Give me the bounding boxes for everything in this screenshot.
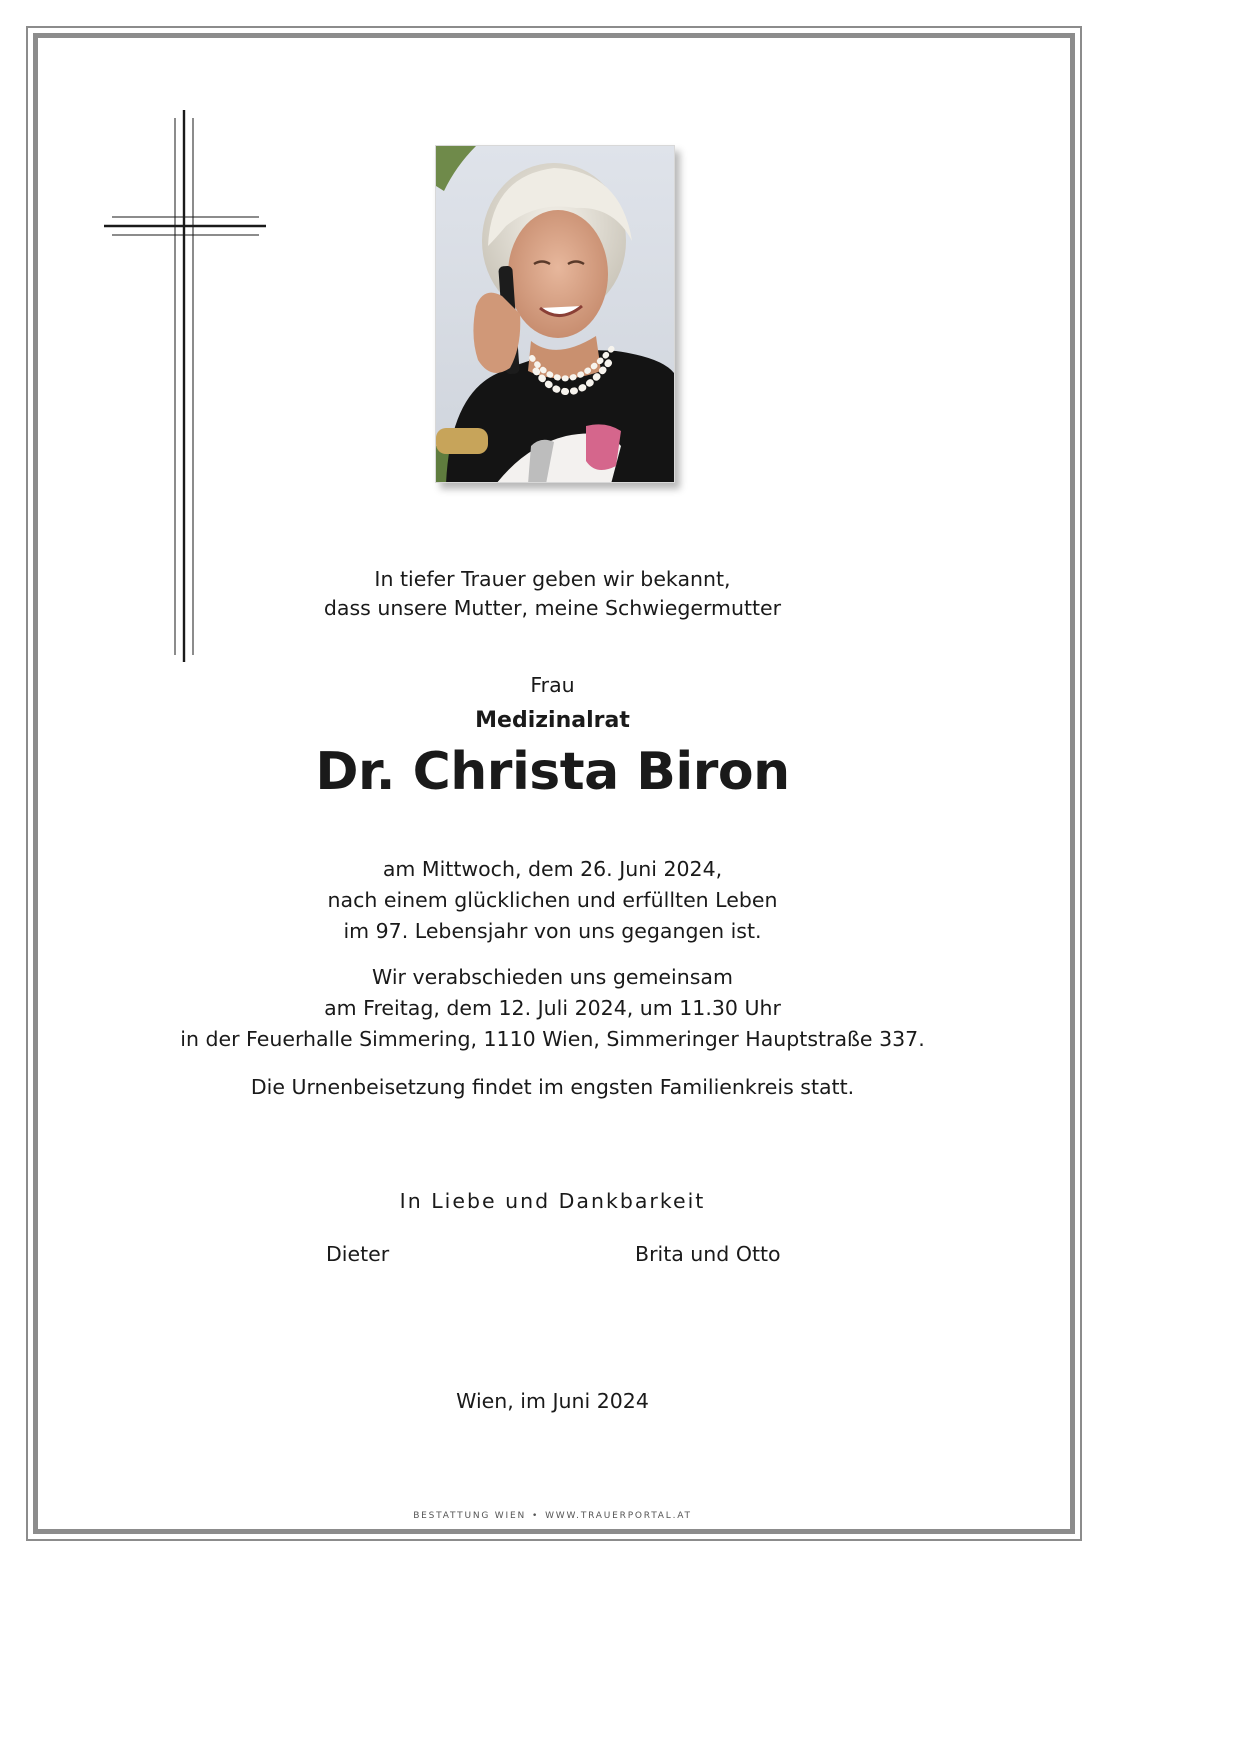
farewell-line-3: in der Feuerhalle Simmering, 1110 Wien, Simmeringer Hauptstraße 337.: [180, 1027, 925, 1051]
intro-text: [0, 565, 1105, 623]
urn-note: Die Urnenbeisetzung findet im engsten Familienkreis statt.: [250, 1075, 855, 1099]
salutation: Frau: [530, 673, 575, 697]
footer-website-link[interactable]: WWW.TRAUERPORTAL.AT: [545, 1511, 692, 1521]
deceased-name: Dr. Christa Biron: [315, 742, 790, 802]
farewell-details: [0, 962, 1105, 1055]
signer-name: Dieter: [326, 1242, 390, 1266]
portrait-photo: [435, 145, 675, 483]
footer-company: BESTATTUNG WIEN: [413, 1511, 526, 1521]
honorary-title: Medizinalrat: [475, 708, 630, 733]
death-details: [0, 854, 1105, 947]
details-line-3: im 97. Lebensjahr von uns gegangen ist.: [343, 919, 762, 943]
place-date: Wien, im Juni 2024: [456, 1389, 649, 1413]
farewell-line-2: am Freitag, dem 12. Juli 2024, um 11.30 Uhr: [324, 996, 781, 1020]
farewell-line-1: Wir verabschieden uns gemeinsam: [372, 965, 733, 989]
intro-line-2: dass unsere Mutter, meine Schwiegermutter: [323, 596, 782, 620]
signer-name: Brita und Otto: [635, 1242, 781, 1266]
footer: [0, 1511, 1105, 1521]
details-line-2: nach einem glücklichen und erfüllten Leben: [327, 888, 778, 912]
details-line-1: am Mittwoch, dem 26. Juni 2024,: [382, 857, 723, 881]
intro-line-1: In tiefer Trauer geben wir bekannt,: [374, 567, 731, 591]
footer-separator: •: [531, 1511, 540, 1521]
closing-phrase: In Liebe und Dankbarkeit: [399, 1189, 706, 1213]
